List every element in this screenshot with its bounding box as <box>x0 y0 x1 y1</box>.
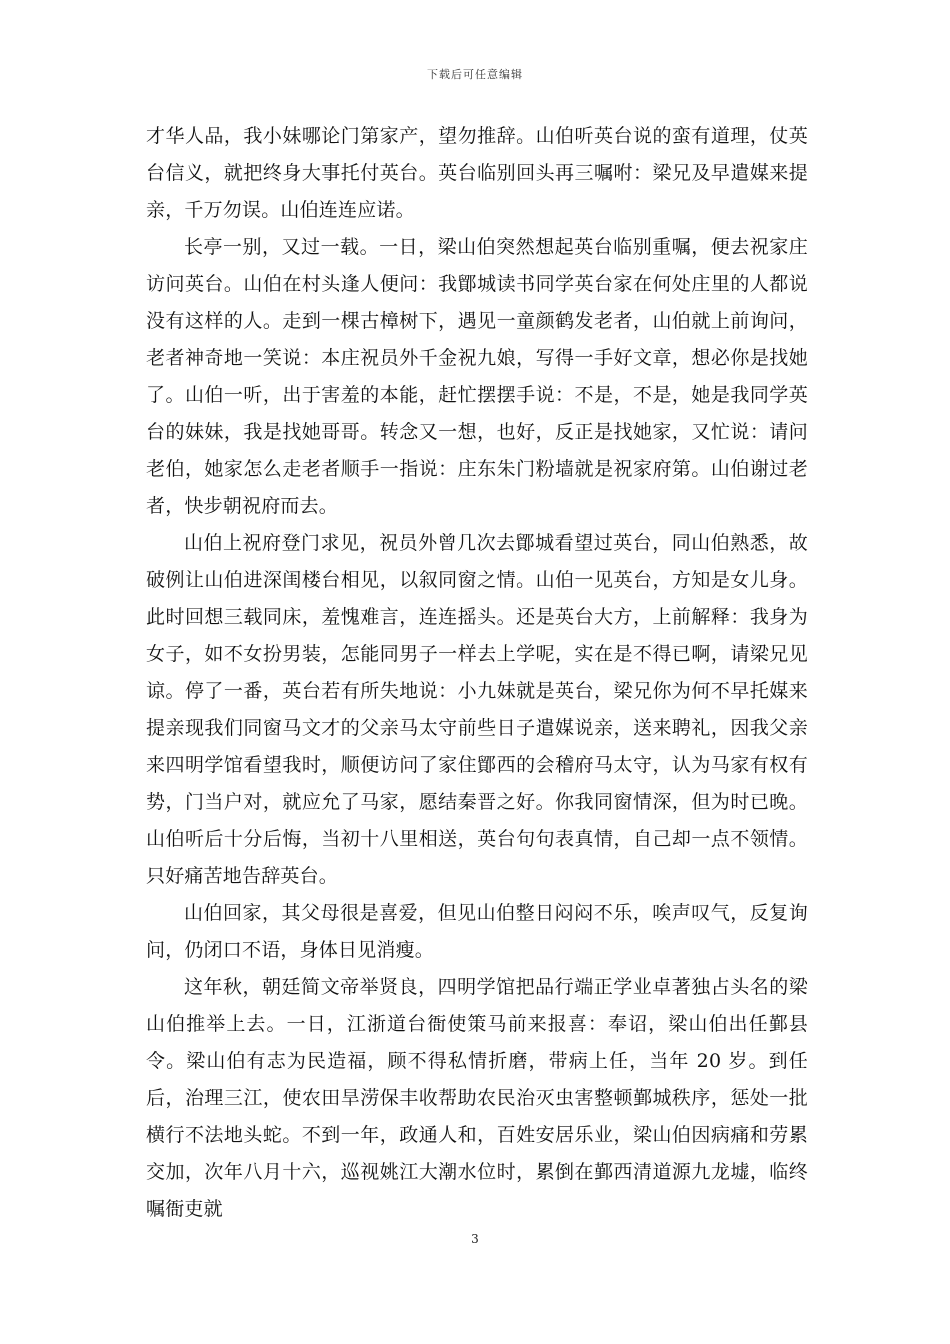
paragraph-2: 长亭一别，又过一载。一日，梁山伯突然想起英台临别重嘱，便去祝家庄访问英台。山伯在村头逢人便问：我鄮城读书同学英台家在何处庄里的人都说没有这样的人。走到一棵古樟树下，遇见一童颜鹤发老者，山伯就上前询问，老者神奇地一笑说：本庄祝员外千金祝九娘，写得一手好文章，想必你是找她了。山伯一听，出于害羞的本能，赶忙摆摆手说：不是，不是，她是我同学英台的妹妹，我是找她哥哥。转念又一想，也好，反正是找她家，又忙说：请问老伯，她家怎么走老者顺手一指说：庄东朱门粉墙就是祝家府第。山伯谢过老者，快步朝祝府而去。 <box>146 236 808 517</box>
paragraph-4: 山伯回家，其父母很是喜爱，但见山伯整日闷闷不乐，唉声叹气，反复询问，仍闭口不语，身体日见消瘦。 <box>146 902 808 961</box>
page-number: 3 <box>471 1232 479 1246</box>
page-header: 下载后可任意编辑 <box>427 68 523 81</box>
paragraph-1: 才华人品，我小妹哪论门第家产，望勿推辞。山伯听英台说的蛮有道理，仗英台信义，就把终身大事托付英台。英台临别回头再三嘱咐：梁兄及早遣媒来提亲，千万勿误。山伯连连应诺。 <box>146 125 808 221</box>
paragraph-3: 山伯上祝府登门求见，祝员外曾几次去鄮城看望过英台，同山伯熟悉，故破例让山伯进深闺楼台相见，以叙同窗之情。山伯一见英台，方知是女儿身。此时回想三载同床，羞愧难言，连连摇头。还是英台大方，上前解释：我身为女子，如不女扮男装，怎能同男子一样去上学呢，实在是不得已啊，请梁兄见谅。停了一番，英台若有所失地说：小九妹就是英台，梁兄你为何不早托媒来提亲现我们同窗马文才的父亲马太守前些日子遣媒说亲，送来聘礼，因我父亲来四明学馆看望我时，顺便访问了家住鄮西的会稽府马太守，认为马家有权有势，门当户对，就应允了马家，愿结秦晋之好。你我同窗情深，但为时已晚。山伯听后十分后悔，当初十八里相送，英台句句表真情，自己却一点不领情。只好痛苦地告辞英台。 <box>146 532 808 887</box>
document-body <box>146 118 808 1228</box>
paragraph-5: 这年秋，朝廷简文帝举贤良，四明学馆把品行端正学业卓著独占头名的梁山伯推举上去。一日，江浙道台衙使策马前来报喜：奉诏，梁山伯出任鄞县令。梁山伯有志为民造福，顾不得私情折磨，带病上任，当年 20 岁。到任后，治理三江，使农田旱涝保丰收帮助农民治灭虫害整顿鄞城秩序，惩处一批横行不法地头蛇。不到一年，政通人和，百姓安居乐业，梁山伯因病痛和劳累交加，次年八月十六，巡视姚江大潮水位时，累倒在鄞西清道源九龙墟，临终嘱衙吏就 <box>146 976 808 1220</box>
